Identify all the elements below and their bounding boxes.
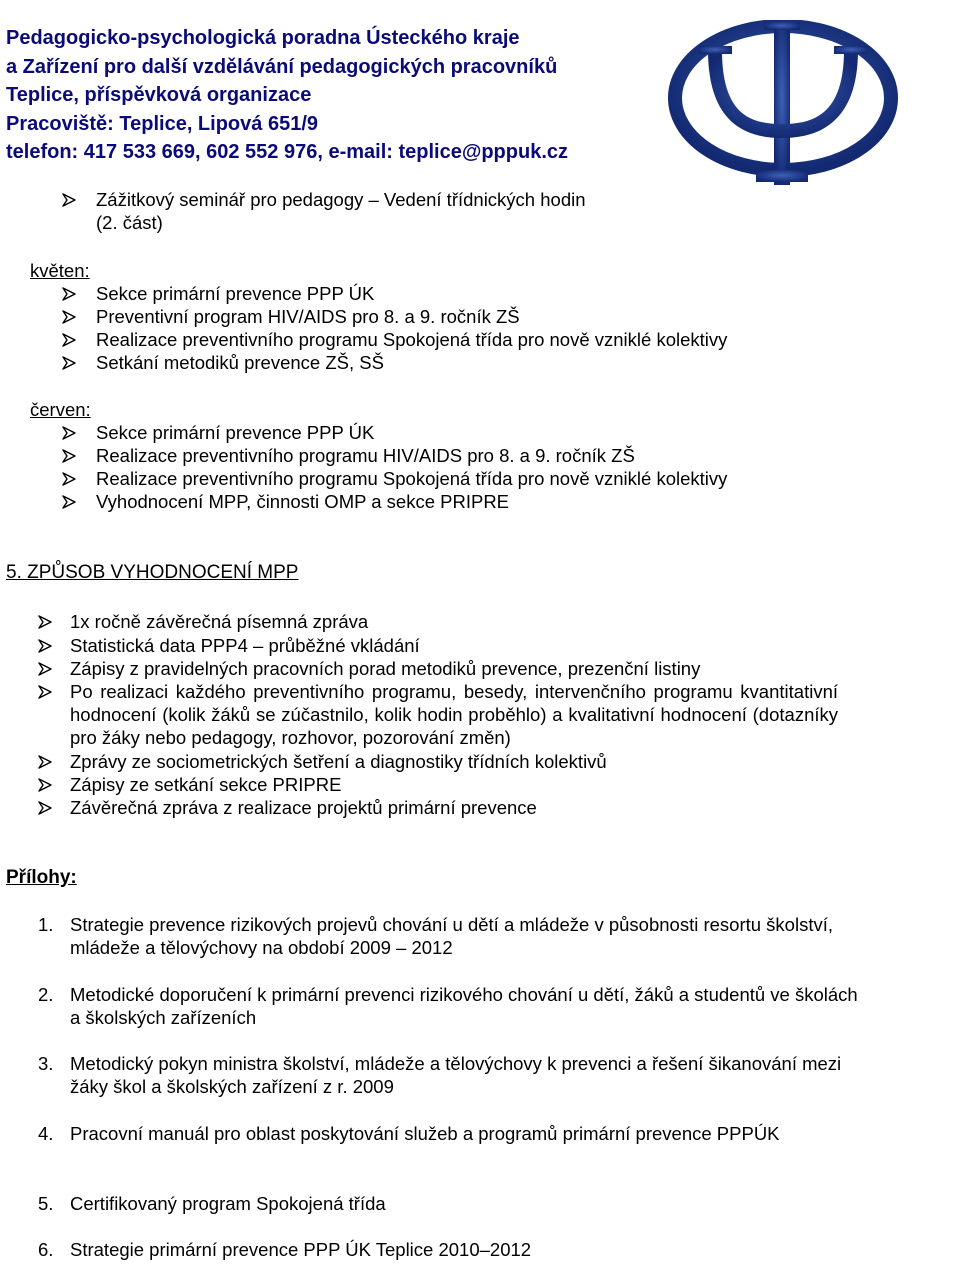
arrow-bullet-icon <box>38 639 52 653</box>
attachments-heading: Přílohy: <box>6 867 77 888</box>
contact-line: telefon: 417 533 669, 602 552 976, e-mail: teplice@pppuk.cz <box>6 141 568 164</box>
arrow-bullet-icon <box>62 495 76 509</box>
arrow-bullet-icon <box>62 310 76 324</box>
org-name-line: Pedagogicko-psychologická poradna Ústeckého kraje <box>6 27 520 49</box>
arrow-bullet-icon <box>62 426 76 440</box>
arrow-bullet-icon <box>62 287 76 301</box>
arrow-bullet-icon <box>62 356 76 370</box>
org-name-line-2: a Zařízení pro další vzdělávání pedagogických pracovníků <box>6 55 558 78</box>
arrow-bullet-icon <box>38 755 52 769</box>
attachment-number: 2. <box>38 984 54 1005</box>
psi-icon <box>668 20 898 185</box>
attachment-text: Strategie primární prevence PPP ÚK Teplice 2010–2012 <box>70 1239 532 1260</box>
letterhead <box>6 24 686 167</box>
arrow-bullet-icon <box>62 449 76 463</box>
arrow-bullet-icon <box>62 193 76 207</box>
attachment-number: 4. <box>38 1123 54 1144</box>
month-label-may: květen: <box>30 260 90 281</box>
month-label-june: červen: <box>30 399 91 420</box>
arrow-bullet-icon <box>38 778 52 792</box>
arrow-bullet-icon <box>62 472 76 486</box>
workplace-line: Pracoviště: Teplice, Lipová 651/9 <box>6 112 318 135</box>
arrow-bullet-icon <box>62 333 76 347</box>
arrow-bullet-icon <box>38 662 52 676</box>
attachment-text: Pracovní manuál pro oblast poskytování služeb a programů primární prevence PPPÚK <box>70 1123 780 1144</box>
attachment-number: 6. <box>38 1239 54 1260</box>
list-item-long-text: Po realizaci každého preventivního programu, besedy, intervenčního programu kvantitativní hodnocení (kolik žáků se zúčastnilo, kolik hodin proběhlo) a kvalitativní hodnocení (dotazníky pro žáky nebo pedagogy, rozhovor, pozorování změn) <box>70 681 838 748</box>
section-heading: 5. ZPŮSOB VYHODNOCENÍ MPP <box>6 562 299 583</box>
attachment-text: Strategie prevence rizikových projevů chování u dětí a mládeže v působnosti resortu školství, mládeže a tělovýchovy na období 2009 – 2012 <box>70 914 833 958</box>
attachment-text: Metodické doporučení k primární prevenci rizikového chování u dětí, žáků a studentů ve školách a školských zařízeních <box>70 984 858 1028</box>
attachment-text: Certifikovaný program Spokojená třída <box>70 1193 386 1214</box>
org-type-line: Teplice, příspěvková organizace <box>6 84 312 107</box>
attachment-text: Metodický pokyn ministra školství, mládeže a tělovýchovy k prevenci a řešení šikanování mezi žáky škol a školských zařízení z r. 2009 <box>70 1053 842 1097</box>
attachment-number: 1. <box>38 914 54 935</box>
arrow-bullet-icon <box>38 615 52 629</box>
arrow-bullet-icon <box>38 685 52 699</box>
attachment-number: 5. <box>38 1193 54 1214</box>
arrow-bullet-icon <box>38 801 52 815</box>
attachment-number: 3. <box>38 1053 54 1074</box>
